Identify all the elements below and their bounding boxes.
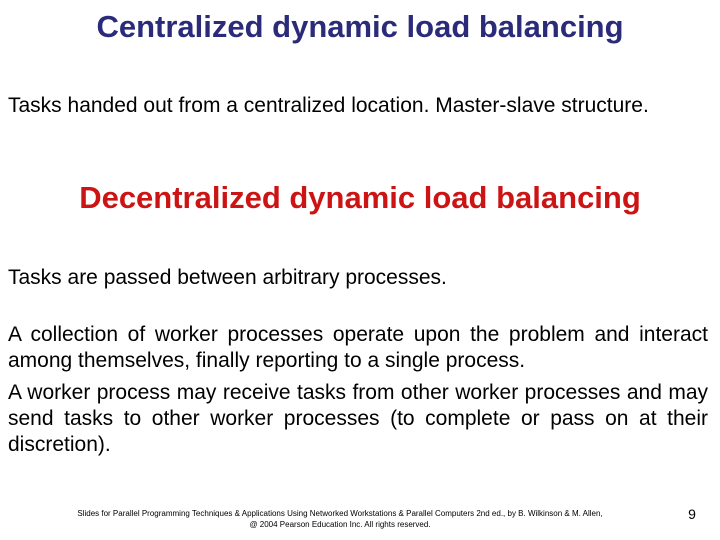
decentralized-description: Tasks are passed between arbitrary processes. <box>8 266 447 289</box>
centralized-description: Tasks handed out from a centralized location. Master-slave structure. <box>8 94 649 117</box>
worker-task-paragraph: A worker process may receive tasks from other worker processes and may send tasks to other worker processes (to complete or pass on at their discretion). <box>8 381 708 456</box>
page-number: 9 <box>688 506 696 522</box>
slide-title-decentralized: Decentralized dynamic load balancing <box>79 180 641 215</box>
slide-title-centralized: Centralized dynamic load balancing <box>96 9 624 44</box>
footer-credit <box>30 508 650 530</box>
footer-line-1: Slides for Parallel Programming Techniques & Applications Using Networked Workstations & Parallel Computers 2nd ed., by B. Wilkinson & M. Allen, <box>77 509 603 518</box>
footer-line-2: @ 2004 Pearson Education Inc. All rights reserved. <box>249 520 431 529</box>
worker-collection-paragraph: A collection of worker processes operate upon the problem and interact among themselves, finally reporting to a single process. <box>8 323 708 372</box>
